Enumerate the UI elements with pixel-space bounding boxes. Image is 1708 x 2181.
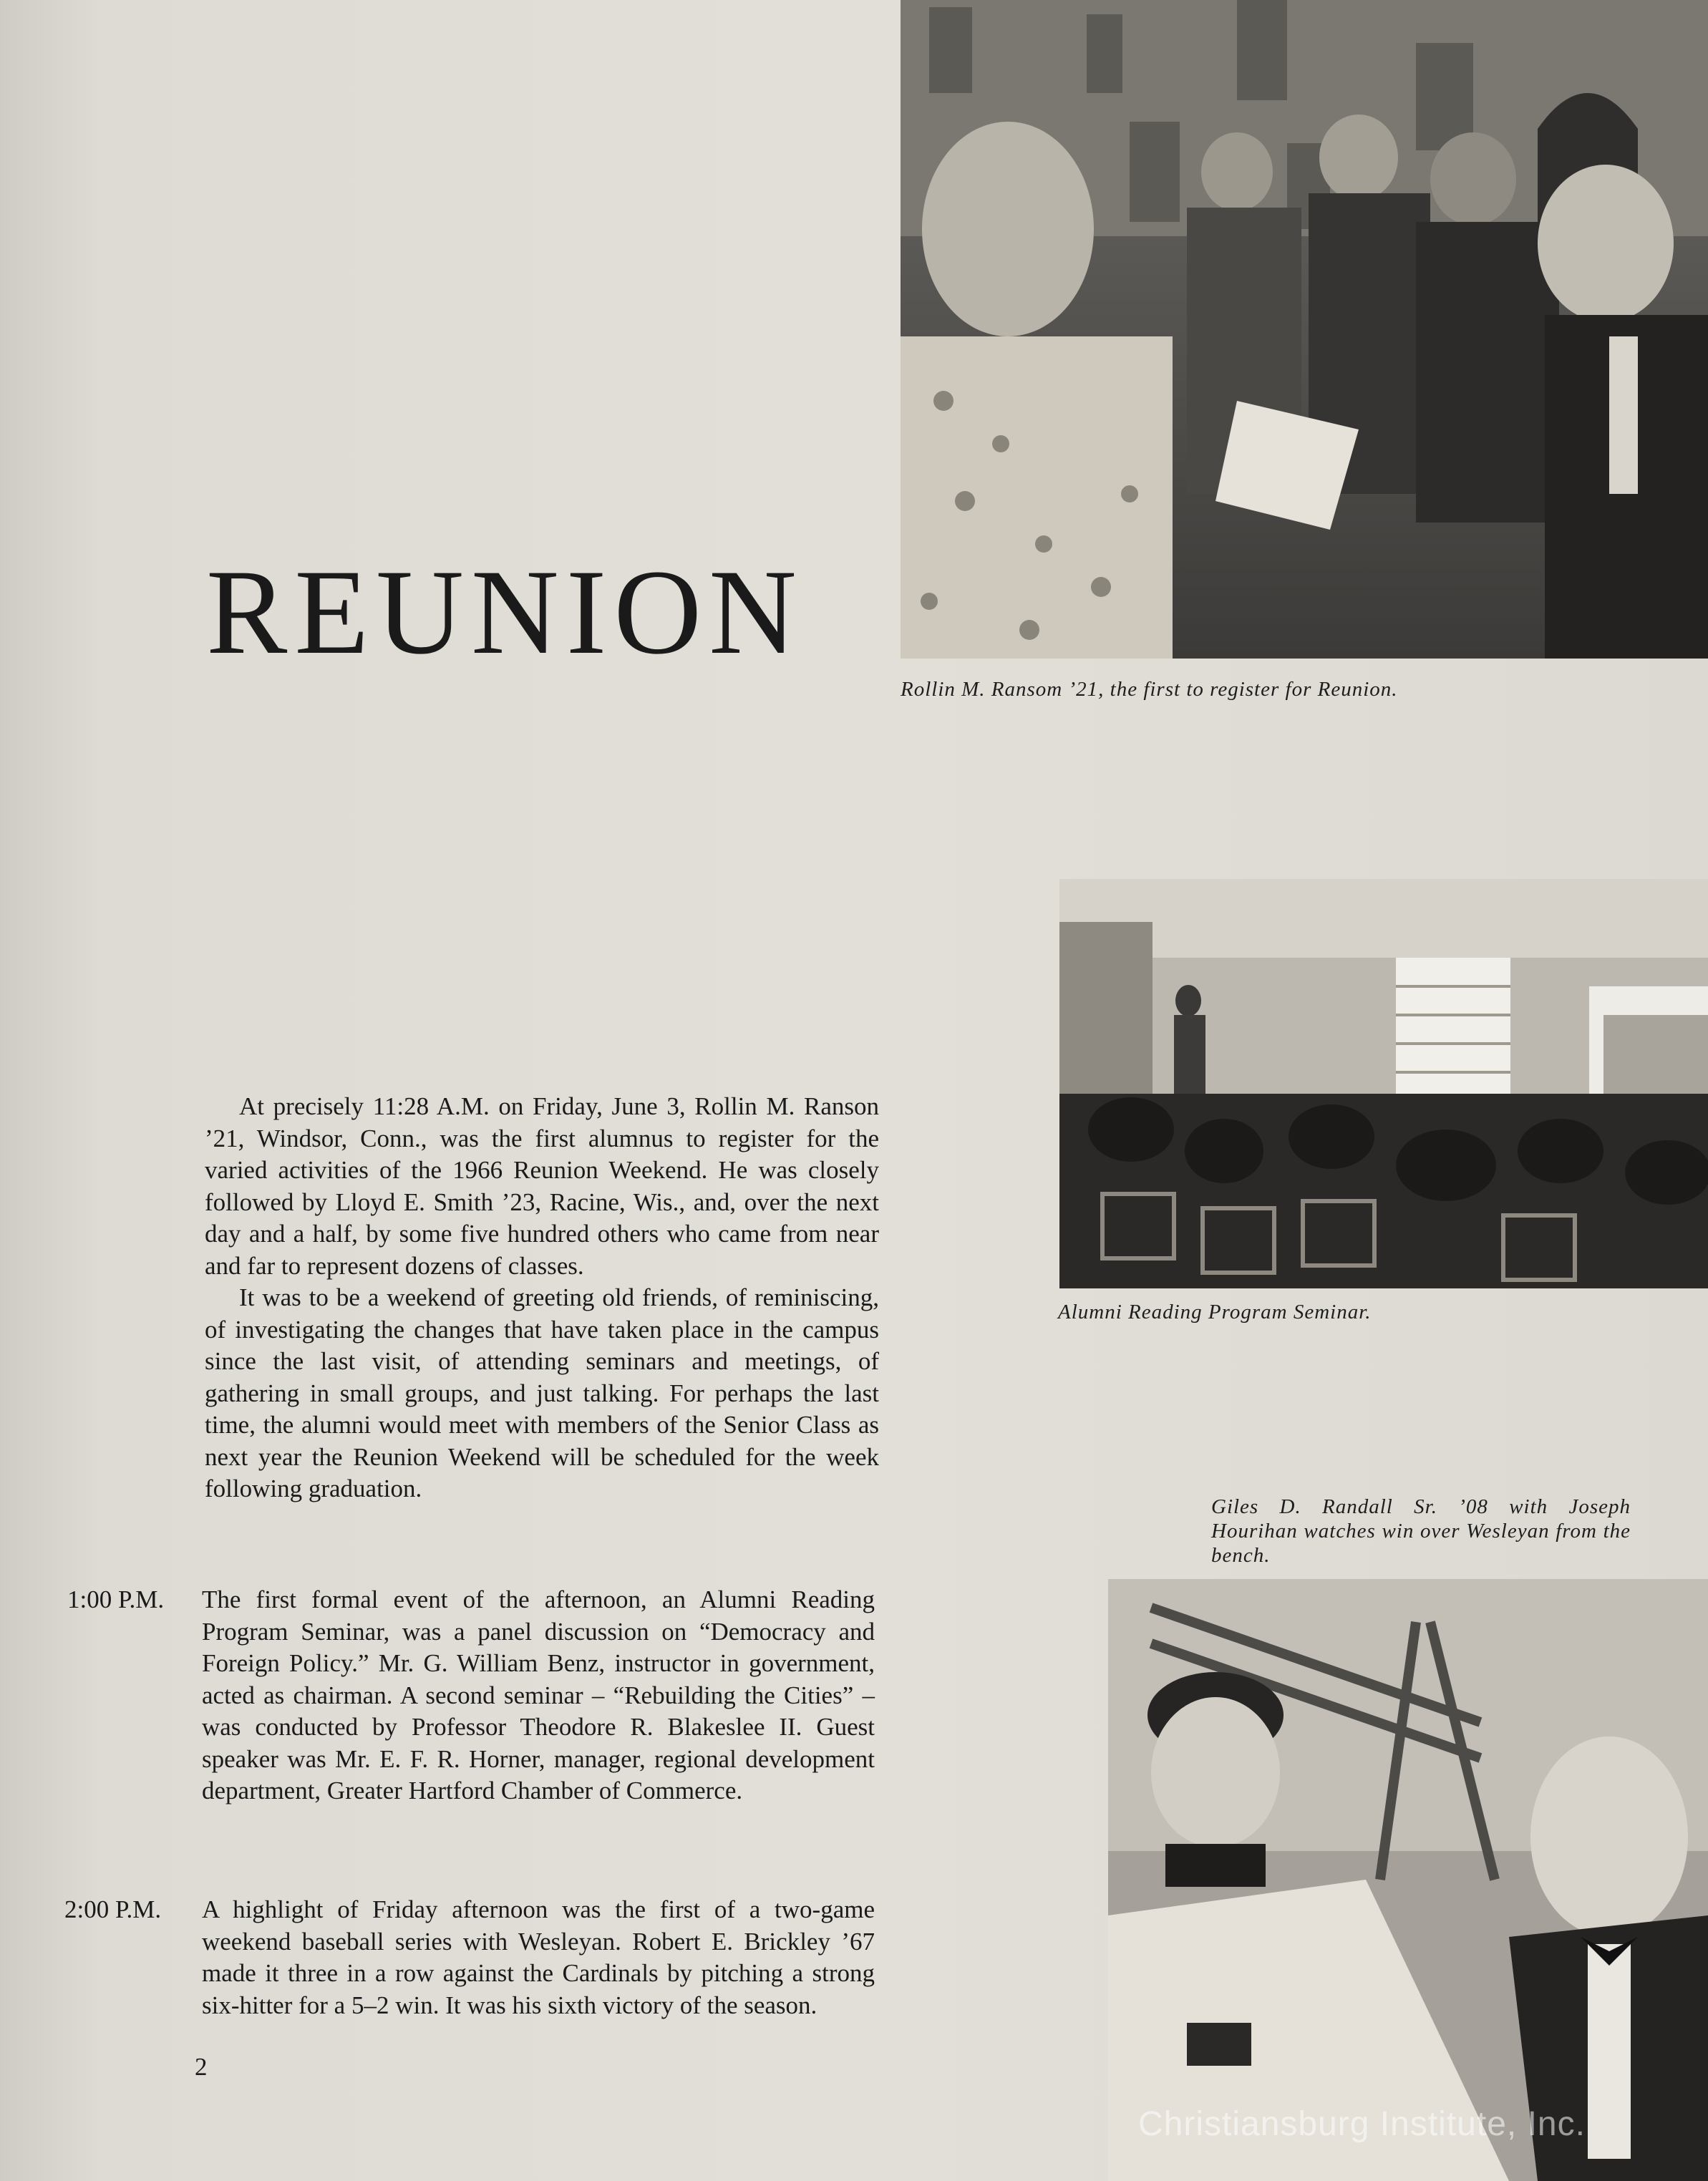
intro-text — [205, 1091, 879, 1505]
watermark: Christiansburg Institute, Inc. — [1138, 2105, 1586, 2143]
seminar-photo — [1059, 879, 1708, 1288]
event-text-1 — [202, 1584, 875, 1807]
seminar-photo-illustration — [1059, 879, 1708, 1288]
event-paragraph-1: The first formal event of the afternoon, an Alumni Reading Program Seminar, was a panel discussion on “Democracy and Foreign Policy.” Mr. G. William Benz, instructor in government, acted as chairman. A second seminar – “Rebuilding the Cities” – was conducted by Professor Theodore R. Blakeslee II. Guest speaker was Mr. E. F. R. Horner, manager, regional development department, Greater Hartford Chamber of Commerce. — [202, 1585, 875, 1804]
event-text-2 — [202, 1894, 875, 2021]
registration-photo-caption: Rollin M. Ransom ’21, the first to register for Reunion. — [901, 678, 1398, 701]
seminar-photo-caption: Alumni Reading Program Seminar. — [1058, 1301, 1372, 1323]
intro-paragraph-1: At precisely 11:28 A.M. on Friday, June 3, Rollin M. Ranson ’21, Windsor, Conn., was the first alumnus to register for the varied activities of the 1966 Reunion Weekend. He was closely followed by Lloyd E. Smith ’23, Racine, Wis., and, over the next day and a half, by some five hundred others who came from near and far to represent dozens of classes. — [205, 1092, 879, 1280]
event-paragraph-2: A highlight of Friday afternoon was the first of a two-game weekend baseball series with Wesleyan. Robert E. Brickley ’67 made it three in a row against the Cardinals by pitching a strong six-hitter for a 5–2 win. It was his sixth victory of the season. — [202, 1895, 875, 2019]
registration-photo-illustration — [901, 0, 1708, 659]
registration-photo — [901, 0, 1708, 659]
baseball-photo-caption: Giles D. Randall Sr. ’08 with Joseph Hourihan watches win over Wesleyan from the bench. — [1211, 1495, 1631, 1567]
baseball-photo-illustration — [1108, 1579, 1708, 2181]
baseball-photo — [1108, 1579, 1708, 2181]
page-title: REUNION — [206, 545, 804, 679]
event-time-1: 1:00 P.M. — [67, 1585, 165, 1613]
event-time-2: 2:00 P.M. — [64, 1895, 162, 1923]
intro-paragraph-2: It was to be a weekend of greeting old friends, of reminiscing, of investigating the changes that have taken place in the campus since the last visit, of attending seminars and meetings, of gathering in small groups, and just talking. For perhaps the last time, the alumni would meet with members of the Senior Class as next year the Reunion Weekend will be scheduled for the week following graduation. — [205, 1283, 879, 1502]
page-number: 2 — [195, 2053, 208, 2081]
